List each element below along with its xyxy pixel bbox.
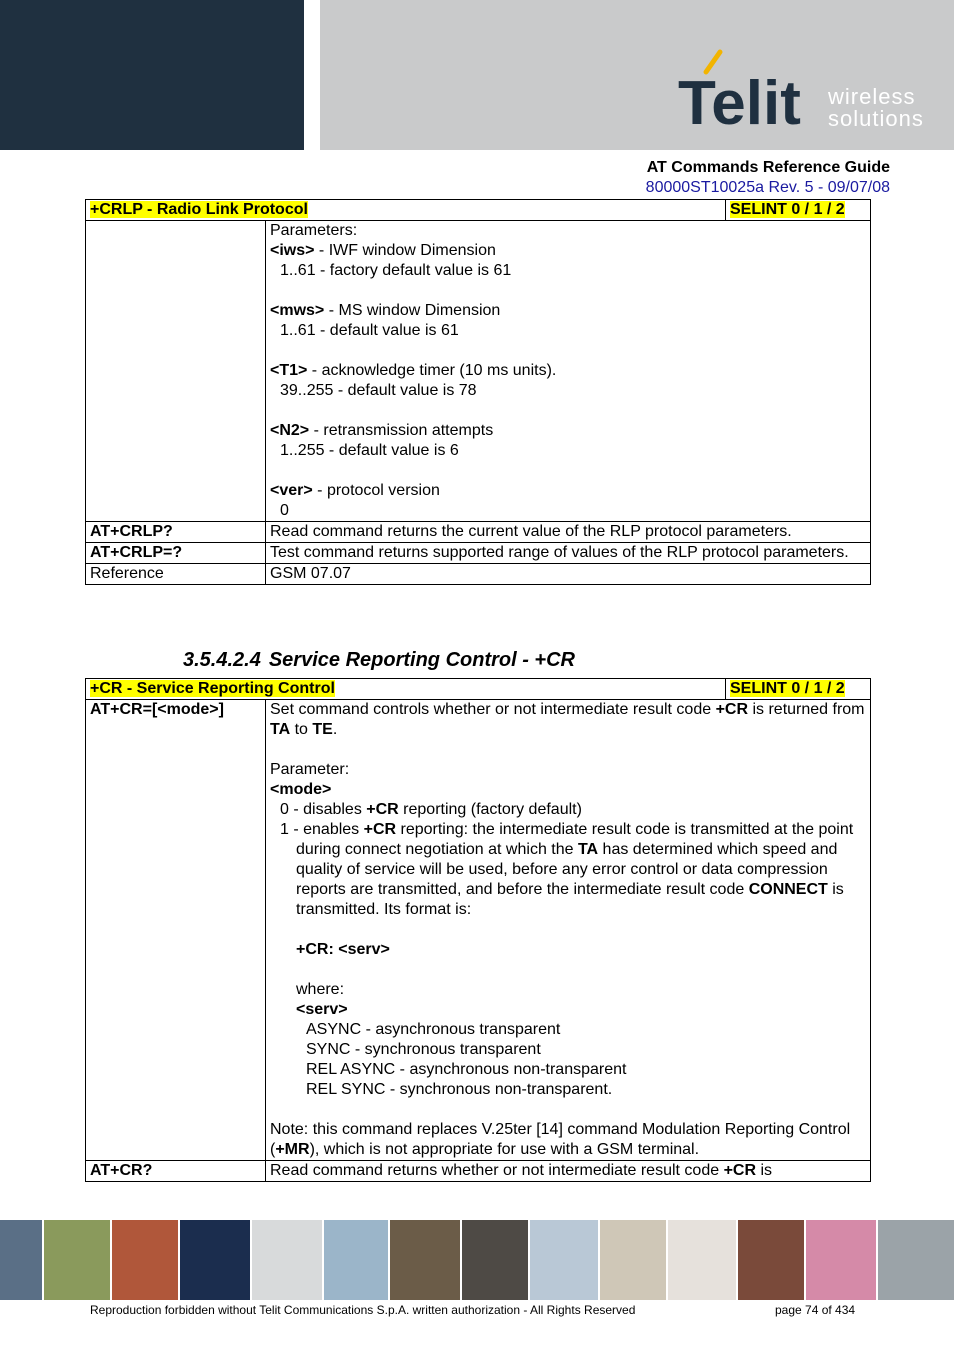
params-label: Parameters: — [270, 222, 358, 239]
crlp-test-cmd: AT+CRLP=? — [90, 544, 183, 561]
cr-title-row — [86, 679, 871, 700]
photo-tile — [530, 1220, 598, 1300]
crlp-params-row — [86, 221, 871, 522]
crlp-table — [85, 199, 871, 221]
crlp-title: +CRLP - Radio Link Protocol — [90, 201, 308, 218]
photo-tile — [738, 1220, 804, 1300]
cr-mode-name: <mode> — [270, 781, 332, 798]
param-iws: <iws> - IWF window Dimension — [270, 242, 496, 259]
cr-serv-name: <serv> — [296, 1001, 348, 1018]
cr-serv-item: REL SYNC - synchronous non-transparent. — [306, 1081, 613, 1098]
footer-copyright: Reproduction forbidden without Telit Communications S.p.A. written authorization - All Rights Reserved — [90, 1303, 636, 1317]
cr-mode-0: 0 - disables +CR reporting (factory default) — [280, 801, 582, 818]
footer-page-number: page 74 of 434 — [775, 1303, 856, 1317]
cr-table — [85, 678, 871, 700]
cr-read-cmd: AT+CR? — [90, 1162, 153, 1179]
cr-format: +CR: <serv> — [296, 941, 390, 958]
cr-note: Note: this command replaces V.25ter [14] command Modulation Reporting Control (+MR), which is not appropriate for use with a GSM terminal. — [270, 1121, 851, 1158]
cr-serv-item: ASYNC - asynchronous transparent — [306, 1021, 561, 1038]
param-n2-range: 1..255 - default value is 6 — [280, 442, 459, 459]
section-heading — [183, 649, 575, 672]
photo-tile — [462, 1220, 528, 1300]
crlp-test-desc: Test command returns supported range of values of the RLP protocol parameters. — [266, 543, 871, 564]
guide-title: AT Commands Reference Guide — [646, 159, 890, 176]
cr-serv-item: SYNC - synchronous transparent — [306, 1041, 541, 1058]
svg-text:solutions: solutions — [828, 106, 924, 131]
guide-doc-revision: 80000ST10025a Rev. 5 - 09/07/08 — [645, 179, 890, 196]
header-dark-panel — [0, 0, 304, 150]
photo-tile — [668, 1220, 736, 1300]
crlp-reference-row — [86, 564, 871, 585]
crlp-read-desc: Read command returns the current value of the RLP protocol parameters. — [266, 522, 871, 543]
crlp-selint: SELINT 0 / 1 / 2 — [730, 201, 845, 218]
cr-serv-item: REL ASYNC - asynchronous non-transparent — [306, 1061, 627, 1078]
crlp-read-row — [86, 522, 871, 543]
photo-tile — [878, 1220, 954, 1300]
cr-set-cmd: AT+CR=[<mode>] — [90, 701, 224, 718]
param-ver: <ver> - protocol version — [270, 482, 440, 499]
photo-tile — [806, 1220, 876, 1300]
photo-tile — [252, 1220, 322, 1300]
param-n2: <N2> - retransmission attempts — [270, 422, 494, 439]
param-mws-range: 1..61 - default value is 61 — [280, 322, 459, 339]
photo-tile — [0, 1220, 42, 1300]
photo-tile — [112, 1220, 178, 1300]
photo-tile — [44, 1220, 110, 1300]
photo-tile — [600, 1220, 666, 1300]
svg-text:Telit: Telit — [678, 69, 801, 138]
footer-photo-strip — [0, 1218, 954, 1302]
photo-tile — [180, 1220, 250, 1300]
crlp-test-row — [86, 543, 871, 564]
cr-read-row — [86, 1161, 871, 1182]
photo-tile — [390, 1220, 460, 1300]
crlp-ref-label: Reference — [86, 564, 266, 585]
svg-text:wireless: wireless — [828, 84, 916, 109]
photo-tile — [324, 1220, 388, 1300]
cr-param-label: Parameter: — [270, 761, 350, 778]
crlp-body-table — [85, 220, 871, 585]
cr-selint: SELINT 0 / 1 / 2 — [730, 680, 845, 697]
cr-body-table — [85, 699, 871, 1182]
section-title: Service Reporting Control - +CR — [268, 649, 575, 671]
cr-where: where: — [296, 981, 345, 998]
crlp-title-row — [86, 200, 871, 221]
crlp-read-cmd: AT+CRLP? — [90, 523, 173, 540]
param-t1: <T1> - acknowledge timer (10 ms units). — [270, 362, 557, 379]
param-iws-range: 1..61 - factory default value is 61 — [280, 262, 512, 279]
param-t1-range: 39..255 - default value is 78 — [280, 382, 477, 399]
section-number: 3.5.4.2.4 — [183, 649, 261, 671]
telit-logo — [676, 48, 936, 138]
cr-title: +CR - Service Reporting Control — [90, 680, 335, 697]
cr-set-desc: Set command controls whether or not intermediate result code +CR is returned from TA to TE. — [270, 701, 865, 738]
param-ver-range: 0 — [280, 502, 289, 519]
param-mws: <mws> - MS window Dimension — [270, 302, 501, 319]
cr-read-desc: Read command returns whether or not intermediate result code +CR is — [266, 1161, 871, 1182]
crlp-ref-value: GSM 07.07 — [266, 564, 871, 585]
cr-mode-1: 1 - enables +CR reporting: the intermediate result code is transmitted at the point during connect negotiation at which the TA has determined which speed and quality of service will be used, before any error control or data compression reports are transmitted, and before the intermediate result code CONNECT is transmitted. Its format is: — [280, 821, 854, 918]
cr-set-row — [86, 700, 871, 1161]
